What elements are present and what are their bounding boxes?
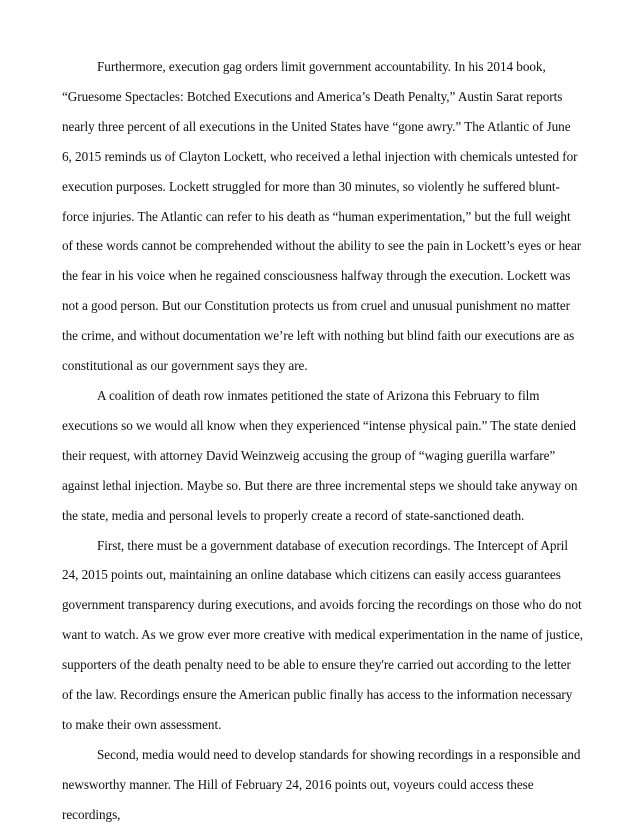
paragraph-2: A coalition of death row inmates petitioned the state of Arizona this February to film executions so we would all know when they experienced “intense physical pain.” The state denied their request, with attorney David Weinzweig accusing the group of “waging guerilla warfare” against lethal injection. Maybe so. But there are three incremental steps we should take anyway on the state, media and personal levels to properly create a record of state-sanctioned death. [62, 387, 578, 523]
paragraph-4: Second, media would need to develop standards for showing recordings in a responsible and newsworthy manner. The Hill of February 24, 2016 points out, voyeurs could access these recordings, [62, 746, 581, 822]
paragraph-1: Furthermore, execution gag orders limit government accountability. In his 2014 book, “Gruesome Spectacles: Botched Executions and America’s Death Penalty,” Austin Sarat reports nearly three percent of all executions in the United States have “gone awry.” The Atlantic of June 6, 2015 reminds us of Clayton Lockett, who received a lethal injection with chemicals untested for execution purposes. Lockett struggled for more than 30 minutes, so violently he suffered blunt-force injuries. The Atlantic can refer to his death as “human experimentation,” but the full weight of these words cannot be comprehended without the ability to see the pain in Lockett’s eyes or hear the fear in his voice when he regained consciousness halfway through the execution. Lockett was not a good person. But our Constitution protects us from cruel and unusual punishment no matter the crime, and without documentation we’re left with nothing but blind faith our executions are as constitutional as our government says they are. [62, 59, 582, 374]
paragraph-3: First, there must be a government database of execution recordings. The Intercept of April 24, 2015 points out, maintaining an online database which citizens can easily access guarantees government transparency during executions, and avoids forcing the recordings on those who do not want to watch. As we grow ever more creative with medical experimentation in the name of justice, supporters of the death penalty need to be able to ensure they're carried out according to the letter of the law. Recordings ensure the American public finally has access to the information necessary to make their own assessment. [62, 537, 584, 732]
document-body [62, 52, 583, 830]
